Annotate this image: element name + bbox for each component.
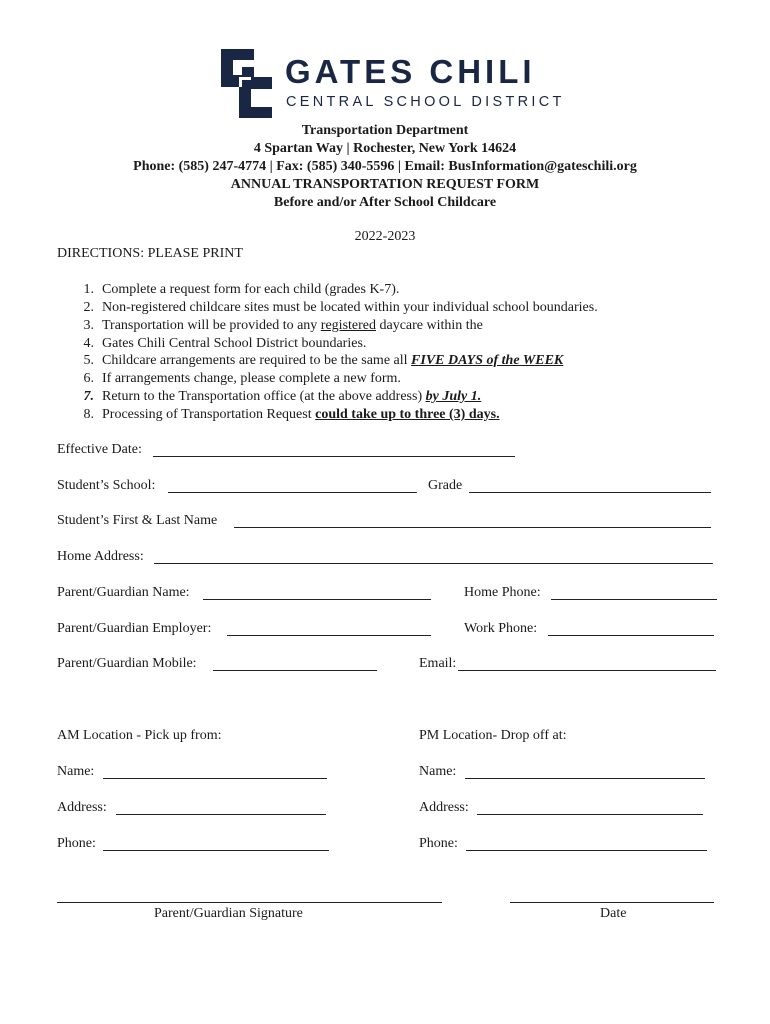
signature-field[interactable] [57, 902, 442, 903]
list-item: 2. Non-registered childcare sites must be located within your individual school boundaries. [83, 300, 598, 315]
email-label: Email: [419, 656, 457, 671]
department-address: 4 Spartan Way | Rochester, New York 14624 [253, 141, 517, 156]
am-location-heading: AM Location - Pick up from: [57, 728, 222, 743]
am-address-label: Address: [57, 800, 107, 815]
list-item: 5. Childcare arrangements are required to be the same all FIVE DAYS of the WEEK [83, 353, 564, 368]
list-item: 1. Complete a request form for each child (grades K-7). [83, 282, 400, 297]
student-name-field[interactable] [234, 527, 711, 528]
parent-mobile-label: Parent/Guardian Mobile: [57, 656, 197, 671]
pm-phone-label: Phone: [419, 836, 458, 851]
email-field[interactable] [458, 670, 716, 671]
am-phone-label: Phone: [57, 836, 96, 851]
logo-subtitle: CENTRAL SCHOOL DISTRICT [286, 94, 565, 110]
department-contact: Phone: (585) 247-4774 | Fax: (585) 340-5596 | Email: BusInformation@gateschili.org [133, 159, 637, 174]
parent-name-field[interactable] [203, 599, 431, 600]
list-item: 7. Return to the Transportation office (at the above address) by July 1. [83, 389, 482, 404]
pm-address-field[interactable] [477, 814, 703, 815]
pm-location-heading: PM Location- Drop off at: [419, 728, 567, 743]
home-phone-field[interactable] [551, 599, 717, 600]
pm-phone-field[interactable] [466, 850, 707, 851]
effective-date-label: Effective Date: [57, 442, 142, 457]
work-phone-label: Work Phone: [464, 621, 538, 636]
district-logo [218, 45, 568, 120]
date-label: Date [600, 906, 627, 921]
form-subtitle: Before and/or After School Childcare [273, 195, 497, 210]
directions-heading: DIRECTIONS: PLEASE PRINT [57, 246, 243, 261]
effective-date-field[interactable] [153, 456, 515, 457]
parent-name-label: Parent/Guardian Name: [57, 585, 190, 600]
work-phone-field[interactable] [548, 635, 714, 636]
am-name-field[interactable] [103, 778, 327, 779]
grade-label: Grade [428, 478, 463, 493]
date-field[interactable] [510, 902, 714, 903]
parent-employer-field[interactable] [227, 635, 431, 636]
home-address-label: Home Address: [57, 549, 144, 564]
department-name: Transportation Department [301, 123, 469, 138]
grade-field[interactable] [469, 492, 711, 493]
am-address-field[interactable] [116, 814, 326, 815]
am-phone-field[interactable] [103, 850, 329, 851]
logo-name: GATES CHILI [285, 53, 536, 90]
student-name-label: Student’s First & Last Name [57, 513, 218, 528]
form-title: ANNUAL TRANSPORTATION REQUEST FORM [230, 177, 540, 192]
signature-label: Parent/Guardian Signature [154, 906, 303, 921]
list-item: 4. Gates Chili Central School District boundaries. [83, 336, 367, 351]
list-item: 8. Processing of Transportation Request could take up to three (3) days. [83, 407, 500, 422]
school-year: 2022-2023 [354, 229, 416, 244]
students-school-label: Student’s School: [57, 478, 156, 493]
am-name-label: Name: [57, 764, 95, 779]
students-school-field[interactable] [168, 492, 417, 493]
parent-employer-label: Parent/Guardian Employer: [57, 621, 212, 636]
pm-address-label: Address: [419, 800, 469, 815]
home-phone-label: Home Phone: [464, 585, 541, 600]
home-address-field[interactable] [154, 563, 713, 564]
list-item: 3. Transportation will be provided to any registered daycare within the [83, 318, 483, 333]
parent-mobile-field[interactable] [213, 670, 377, 671]
gc-monogram-icon [218, 45, 276, 119]
pm-name-field[interactable] [465, 778, 705, 779]
pm-name-label: Name: [419, 764, 457, 779]
list-item: 6. If arrangements change, please complete a new form. [83, 371, 401, 386]
